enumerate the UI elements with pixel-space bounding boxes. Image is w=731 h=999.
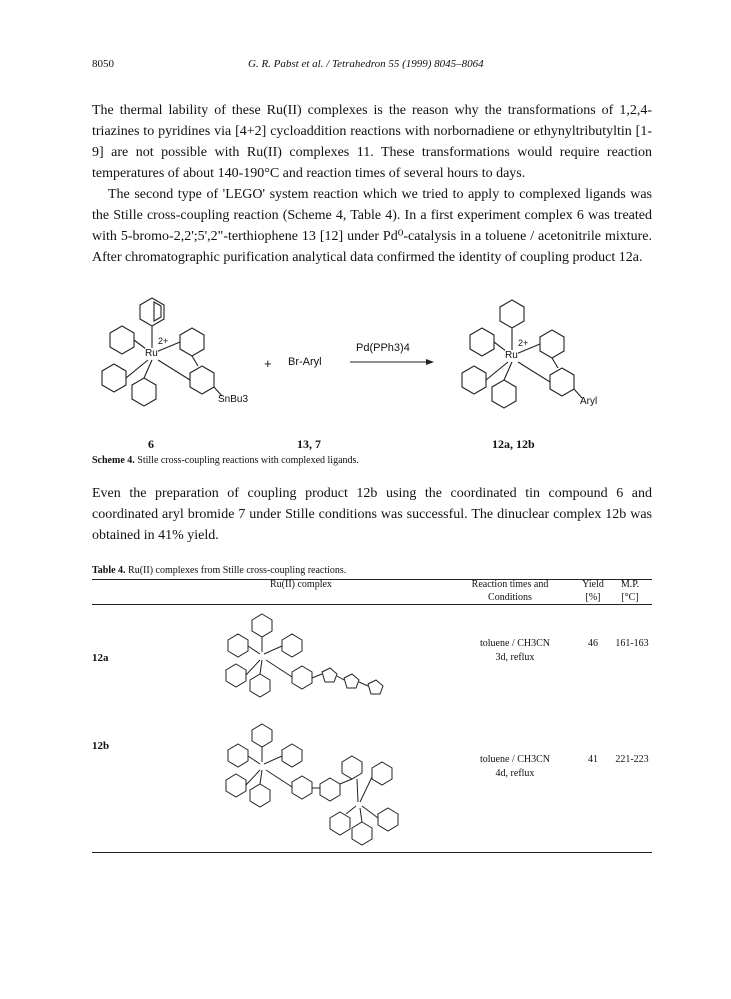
header-conditions-line2: Conditions: [488, 592, 532, 603]
structure-12b: [222, 722, 402, 846]
scheme-caption-text: Stille cross-coupling reactions with complexed ligands.: [134, 455, 359, 466]
catalyst-label: Pd(PPh3)4: [356, 342, 410, 354]
metal-label-left: Ru: [145, 348, 158, 359]
table-rule-bottom: [92, 852, 652, 853]
header-mp-line1: M.P.: [620, 579, 640, 590]
table-rule-mid: [92, 604, 652, 605]
conditions-12a: [470, 637, 560, 665]
paragraph-1: The thermal lability of these Ru(II) complexes is the reason why the transformations of 1,2,4-triazines to pyridines via [4+2] cycloaddition reactions with norbornadiene or ethynyltributyltin [1-9] are not possible with Ru(II) complexes 11. These transformations would require reaction temperatures of about 140-190°C and reaction times of several hours to days.: [92, 103, 652, 181]
header-yield-line1: Yield: [582, 579, 604, 590]
table-rule-top: [92, 579, 652, 580]
header-conditions: [460, 578, 560, 604]
row-label-12a: 12a: [92, 652, 109, 664]
header-mp: [612, 578, 648, 604]
scheme-caption: [92, 455, 359, 466]
compound-label-6: 6: [148, 437, 154, 451]
header-conditions-line1: Reaction times and: [471, 579, 549, 590]
table-caption-text: Ru(II) complexes from Stille cross-coupling reactions.: [125, 565, 347, 576]
conditions-12b-line1: toluene / CH3CN: [480, 754, 550, 765]
conditions-12a-line1: toluene / CH3CN: [480, 638, 550, 649]
mp-12b: 221-223: [615, 754, 649, 765]
paragraph-3: Even the preparation of coupling product 12b using the coordinated tin compound 6 and coordinated aryl bromide 7 under Stille conditions was successful. The dinuclear complex 12b was obtained in 41% yield.: [92, 486, 652, 543]
paragraph-2: The second type of 'LEGO' system reaction which we tried to apply to complexed ligands was the Stille cross-coupling reaction (Scheme 4, Table 4). In a first experiment complex 6 was treated with 5-bromo-2,2';5',2"-terthiophene 13 [12] under Pd⁰-catalysis in a toluene / acetonitrile mixture. After chromatographic purification analytical data confirmed the identity of coupling product 12a.: [92, 187, 652, 265]
table-caption: [92, 565, 346, 576]
metal-label-right: Ru: [505, 350, 518, 361]
ru-complex-right: [462, 300, 582, 408]
conditions-12b: [470, 753, 560, 781]
substituent-left: SnBu3: [218, 394, 249, 405]
compound-label-13-7: 13, 7: [297, 437, 321, 451]
structure-12a: [222, 612, 402, 708]
scheme-4: [92, 296, 652, 436]
conditions-12b-line2: 4d, reflux: [495, 768, 535, 779]
header-mp-line2: [°C]: [621, 592, 639, 603]
ru-complex-left: [102, 298, 222, 406]
substituent-right: Aryl: [580, 396, 598, 407]
header-complex: Ru(II) complex: [270, 579, 332, 590]
conditions-12a-line2: 3d, reflux: [495, 652, 535, 663]
page-number: 8050: [92, 58, 114, 70]
mp-12a: 161-163: [615, 638, 649, 649]
yield-12a: 46: [588, 638, 598, 649]
plus-sign: +: [264, 356, 272, 371]
compound-label-12a-12b: 12a, 12b: [492, 437, 535, 451]
charge-label-left: 2+: [158, 336, 169, 346]
scheme-structures: [92, 296, 652, 436]
header-yield: [576, 578, 610, 604]
yield-12b: 41: [588, 754, 598, 765]
row-label-12b: 12b: [92, 740, 110, 752]
charge-label-right: 2+: [518, 338, 529, 348]
scheme-caption-label: Scheme 4.: [92, 455, 135, 466]
running-head: G. R. Pabst et al. / Tetrahedron 55 (1999) 8045–8064: [248, 58, 484, 70]
header-yield-line2: [%]: [585, 592, 601, 603]
table-caption-label: Table 4.: [92, 565, 126, 576]
reagent-label: Br-Aryl: [288, 356, 322, 368]
